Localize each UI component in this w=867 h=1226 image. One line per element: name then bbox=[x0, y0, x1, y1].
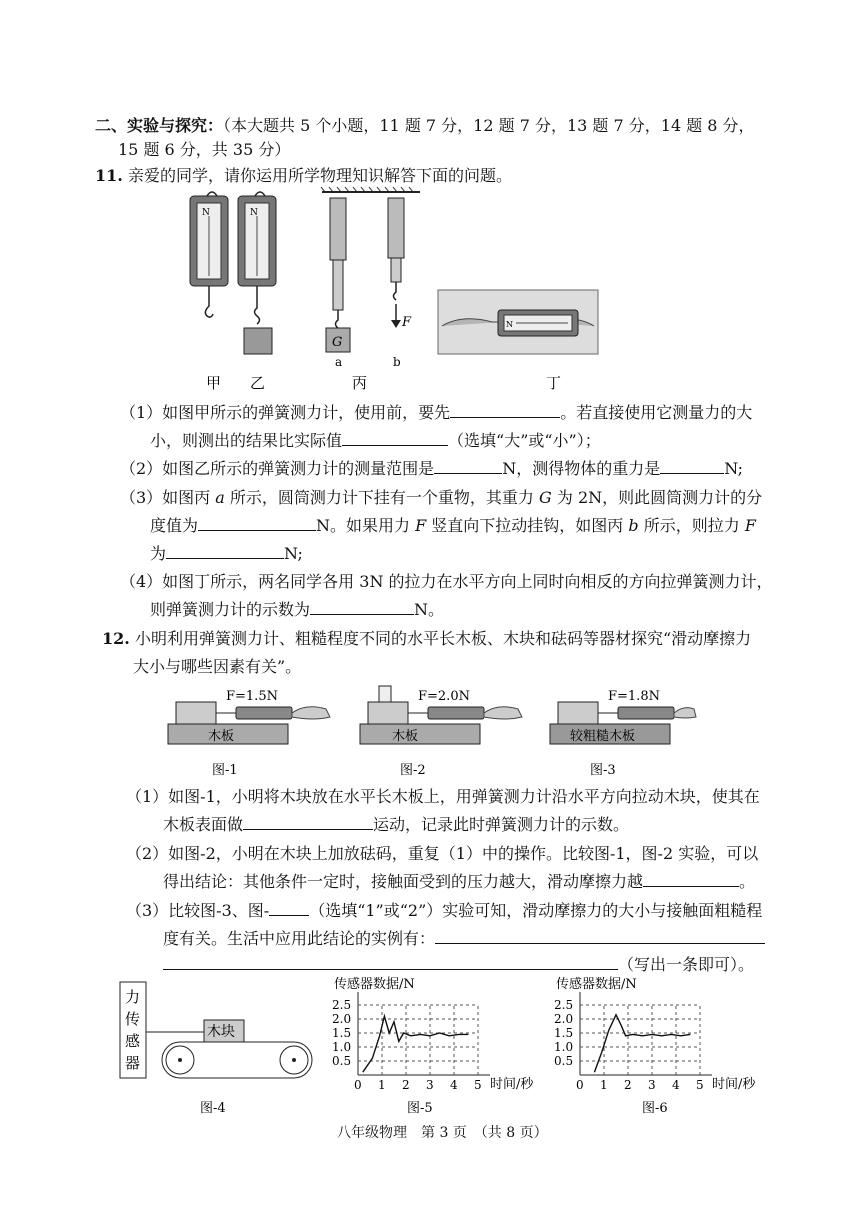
friction-fig-3 bbox=[550, 689, 696, 778]
friction-fig-2 bbox=[360, 686, 522, 778]
blank bbox=[342, 429, 448, 446]
fig-label-ding: 丁 bbox=[546, 374, 562, 392]
y-tick-label: 1.0 bbox=[332, 1040, 352, 1054]
sensor-char: 传 bbox=[125, 1010, 141, 1028]
text: 所示，则拉力 bbox=[638, 516, 745, 535]
fig-label-yi: 乙 bbox=[250, 374, 266, 392]
y-tick-label: 1.5 bbox=[332, 1026, 352, 1040]
spring-scale-yi bbox=[238, 192, 276, 354]
x-tick-label: 1 bbox=[600, 1078, 608, 1092]
y-tick-label: 0.5 bbox=[554, 1054, 574, 1068]
text: 度值为 bbox=[150, 516, 199, 535]
weight-G-label: G bbox=[332, 335, 343, 350]
fig5-caption: 图-5 bbox=[407, 1101, 433, 1116]
q12-stem-line2: 大小与哪些因素有关”。 bbox=[133, 657, 302, 676]
fig6-chart bbox=[554, 976, 756, 1116]
q11-stem bbox=[95, 163, 512, 186]
q12-part1-line1: （1）如图-1，小明将木块放在水平长木板上，用弹簧测力计沿水平方向拉动木块，使其在 bbox=[126, 787, 760, 806]
q12-part3-line1 bbox=[126, 898, 762, 921]
blank bbox=[269, 899, 309, 916]
blank bbox=[450, 401, 560, 418]
section-desc: （本大题共 5 个小题，11 题 7 分，12 题 7 分，13 题 7 分，14 题 8 分， bbox=[223, 116, 755, 135]
y-tick-label: 0.5 bbox=[332, 1054, 352, 1068]
bottom-figures bbox=[110, 970, 790, 1120]
x-tick-label: 3 bbox=[648, 1078, 656, 1092]
y-tick-label: 2.0 bbox=[332, 1012, 352, 1026]
text: （写出一条即可）。 bbox=[618, 955, 755, 974]
q11-number: 11. bbox=[95, 166, 123, 185]
spring-scale-ding bbox=[438, 290, 598, 354]
fig4-caption: 图-4 bbox=[200, 1101, 226, 1116]
fig6-caption: 图-6 bbox=[642, 1101, 668, 1116]
blank bbox=[243, 813, 373, 830]
scale-unit-label: N bbox=[250, 208, 258, 218]
x-tick-label: 5 bbox=[696, 1078, 704, 1092]
y-tick-label: 2.5 bbox=[554, 998, 574, 1012]
text: 则弹簧测力计的示数为 bbox=[150, 600, 311, 619]
text: 得出结论：其他条件一定时，接触面受到的压力越大，滑动摩擦力越 bbox=[163, 872, 644, 891]
x-tick-label: 4 bbox=[672, 1078, 680, 1092]
y-tick-label: 2.5 bbox=[332, 998, 352, 1012]
figure-caption: 图-2 bbox=[400, 763, 426, 778]
text: 度有关。生活中应用此结论的实例有： bbox=[163, 929, 436, 948]
text: 为 bbox=[150, 544, 167, 563]
text: （1）如图甲所示的弹簧测力计，使用前，要先 bbox=[120, 403, 451, 422]
x-tick-label: 0 bbox=[354, 1078, 362, 1092]
q12-stem-line1 bbox=[102, 626, 751, 649]
q11-part3-line3 bbox=[150, 541, 303, 564]
sensor-data-line bbox=[363, 1016, 469, 1072]
q11-part4-line1: （4）如图丁所示，两名同学各用 3N 的拉力在水平方向上同时向相反的方向拉弹簧测力计， bbox=[120, 572, 773, 591]
q11-part3-line2 bbox=[150, 513, 756, 536]
friction-fig-1 bbox=[168, 689, 330, 778]
text: N。 bbox=[414, 600, 445, 619]
q12-figures bbox=[160, 680, 700, 780]
cylinder-scale-b bbox=[388, 198, 412, 369]
force-F-label: F bbox=[402, 315, 412, 330]
text: （选填“1”或“2”）实验可知，滑动摩擦力的大小与接触面粗糙程 bbox=[309, 901, 763, 920]
x-tick-label: 0 bbox=[576, 1078, 584, 1092]
blank bbox=[643, 870, 739, 887]
text: F bbox=[744, 516, 756, 535]
text: 运动，记录此时弹簧测力计的示数。 bbox=[373, 815, 630, 834]
text: a bbox=[215, 488, 225, 507]
q11-part2 bbox=[120, 456, 743, 479]
x-tick-label: 5 bbox=[474, 1078, 482, 1092]
x-axis-label: 时间/秒 bbox=[490, 1077, 534, 1092]
block-label: 木块 bbox=[207, 1024, 235, 1040]
x-tick-label: 3 bbox=[426, 1078, 434, 1092]
q11-part4-line2 bbox=[150, 597, 444, 620]
text: 竖直向下拉动挂钩，如图丙 bbox=[426, 516, 629, 535]
text: b bbox=[628, 516, 639, 535]
label-b: b bbox=[393, 355, 401, 369]
text: 所示，圆筒测力计下挂有一个重物，其重力 bbox=[224, 488, 540, 507]
q12-part2-line2 bbox=[163, 869, 755, 892]
fig4-conveyor bbox=[120, 982, 312, 1116]
figure-caption: 图-1 bbox=[212, 763, 238, 778]
q11-part1-line2 bbox=[150, 428, 601, 451]
fig-label-bing: 丙 bbox=[352, 374, 368, 392]
y-tick-label: 1.0 bbox=[554, 1040, 574, 1054]
x-tick-label: 1 bbox=[378, 1078, 386, 1092]
text: 小明利用弹簧测力计、粗糙程度不同的水平长木板、木块和砝码等器材探究“滑动摩擦力 bbox=[134, 629, 752, 648]
figure-caption: 图-3 bbox=[590, 763, 616, 778]
cylinder-scale-a bbox=[326, 198, 350, 369]
force-label: F=1.5N bbox=[226, 689, 278, 704]
force-label: F=2.0N bbox=[418, 689, 470, 704]
q12-part3-line2 bbox=[163, 926, 765, 949]
board-label: 木板 bbox=[392, 729, 419, 744]
q12-number: 12. bbox=[102, 629, 130, 648]
section-title: 二、实验与探究： bbox=[95, 116, 224, 135]
sensor-char: 器 bbox=[125, 1054, 141, 1072]
q12-part2-line1: （2）如图-2，小明在木块上加放砝码，重复（1）中的操作。比较图-1，图-2 实验，可以 bbox=[126, 844, 759, 863]
x-tick-label: 2 bbox=[402, 1078, 410, 1092]
text: （3）如图丙 bbox=[120, 488, 216, 507]
q11-stem-text: 亲爱的同学，请你运用所学物理知识解答下面的问题。 bbox=[127, 166, 512, 185]
blank bbox=[660, 457, 724, 474]
blank bbox=[163, 953, 618, 970]
section-heading bbox=[95, 113, 755, 136]
text: 小，则测出的结果比实际值 bbox=[150, 431, 343, 450]
y-tick-label: 2.0 bbox=[554, 1012, 574, 1026]
blank bbox=[198, 514, 316, 531]
q11-figure bbox=[180, 186, 600, 396]
x-tick-label: 4 bbox=[450, 1078, 458, 1092]
text: 木板表面做 bbox=[163, 815, 244, 834]
text: F bbox=[415, 516, 427, 535]
label-a: a bbox=[335, 355, 343, 369]
text: （2）如图乙所示的弹簧测力计的测量范围是 bbox=[120, 459, 435, 478]
q11-part3-line1 bbox=[120, 485, 762, 508]
text: G bbox=[539, 488, 552, 507]
sensor-char: 力 bbox=[125, 988, 141, 1006]
blank bbox=[434, 457, 502, 474]
q12-part1-line2 bbox=[163, 812, 629, 835]
text: N; bbox=[724, 459, 744, 478]
text: （3）比较图-3、图- bbox=[126, 901, 270, 920]
x-axis-label: 时间/秒 bbox=[712, 1077, 756, 1092]
scale-unit-label: N bbox=[506, 320, 513, 329]
spring-scale-jia bbox=[190, 192, 228, 317]
text: （选填“大”或“小”）； bbox=[448, 431, 601, 450]
blank bbox=[310, 598, 414, 615]
board-label: 较粗糙木板 bbox=[570, 729, 636, 744]
sensor-char: 感 bbox=[125, 1032, 141, 1050]
fig5-chart bbox=[332, 976, 534, 1116]
text: 。 bbox=[739, 872, 756, 891]
x-tick-label: 2 bbox=[624, 1078, 632, 1092]
y-axis-label: 传感器数据/N bbox=[334, 977, 415, 992]
scale-unit-label: N bbox=[202, 208, 210, 218]
text: 。若直接使用它测量力的大 bbox=[560, 403, 753, 422]
page-footer: 八年级物理 第 3 页 （共 8 页） bbox=[337, 1125, 548, 1141]
text: N，测得物体的重力是 bbox=[502, 459, 661, 478]
blank bbox=[166, 542, 284, 559]
blank bbox=[435, 927, 765, 944]
fig-label-jia: 甲 bbox=[206, 374, 222, 392]
y-tick-label: 1.5 bbox=[554, 1026, 574, 1040]
text: 为 2N，则此圆筒测力计的分 bbox=[551, 488, 763, 507]
q11-part1-line1 bbox=[120, 400, 752, 423]
text: N。如果用力 bbox=[316, 516, 416, 535]
y-axis-label: 传感器数据/N bbox=[556, 977, 637, 992]
section-desc-cont: 15 题 6 分，共 35 分） bbox=[118, 140, 291, 159]
force-label: F=1.8N bbox=[608, 689, 660, 704]
board-label: 木板 bbox=[208, 729, 235, 744]
text: N; bbox=[284, 544, 303, 563]
